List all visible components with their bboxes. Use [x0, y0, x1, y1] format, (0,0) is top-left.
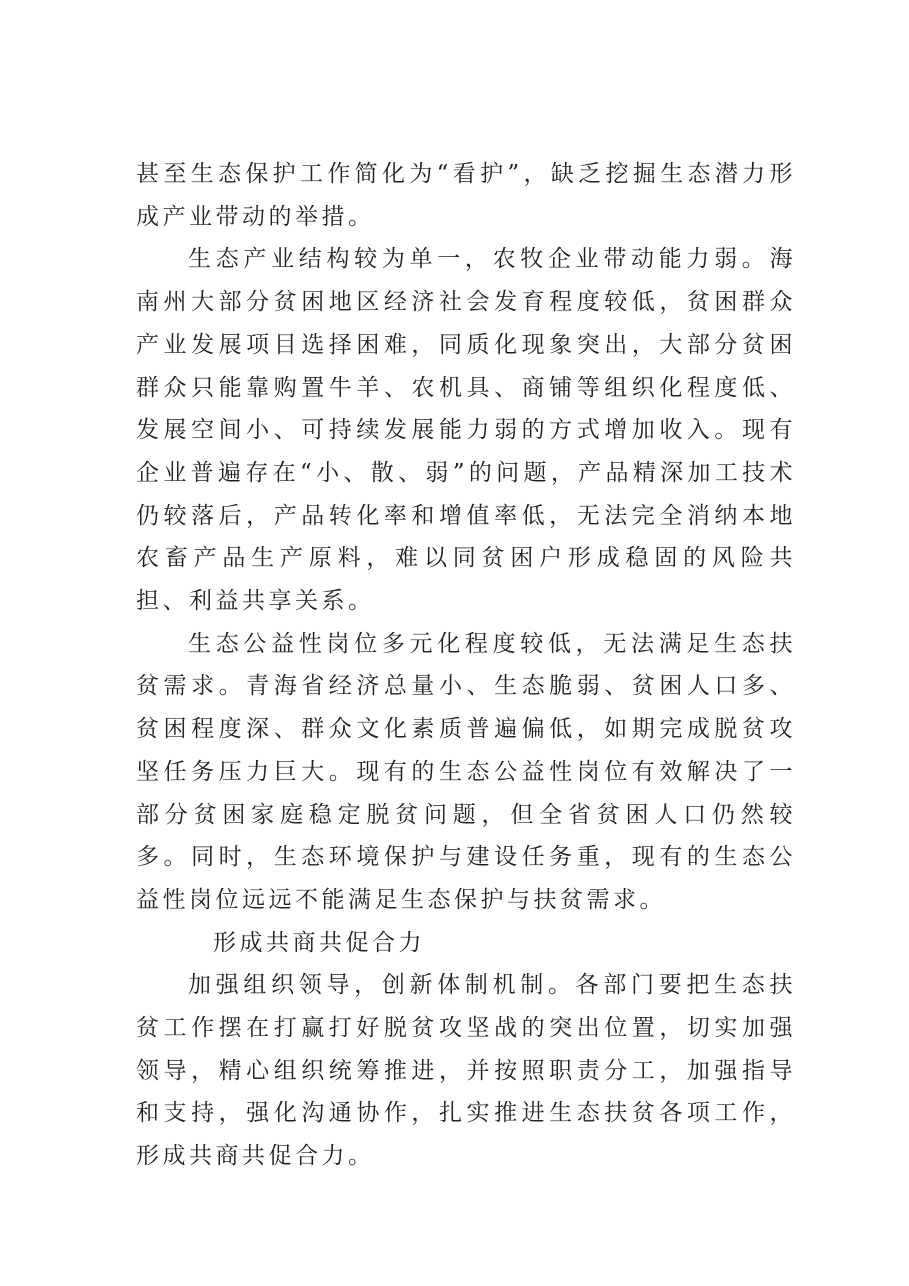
section-heading: 形成共商共促合力 — [213, 929, 425, 956]
paragraph-public-welfare-posts: 生态公益性岗位多元化程度较低，无法满足生态扶贫需求。青海省经济总量小、生态脆弱、贫困人口多、贫困程度深、群众文化素质普遍偏低，如期完成脱贫攻坚任务压力巨大。现有的生态公益性岗位有效解决了一部分贫困家庭稳定脱贫问题，但全省贫困人口仍然较多。同时，生态环境保护与建设任务重，现有的生态公益性岗位远远不能满足生态保护与扶贫需求。 — [136, 630, 796, 913]
document-body — [136, 153, 796, 1178]
paragraph-continuation: 甚至生态保护工作简化为“看护”，缺乏挖掘生态潜力形成产业带动的举措。 — [136, 161, 796, 230]
paragraph-ecological-industry: 生态产业结构较为单一，农牧企业带动能力弱。海南州大部分贫困地区经济社会发育程度较低，贫困群众产业发展项目选择困难，同质化现象突出，大部分贫困群众只能靠购置牛羊、农机具、商铺等组织化程度低、发展空间小、可持续发展能力弱的方式增加收入。现有企业普遍存在“小、散、弱”的问题，产品精深加工技术仍较落后，产品转化率和增值率低，无法完全消纳本地农畜产品生产原料，难以同贫困户形成稳固的风险共担、利益共享关系。 — [136, 246, 796, 615]
paragraph-organization-leadership: 加强组织领导，创新体制机制。各部门要把生态扶贫工作摆在打赢打好脱贫攻坚战的突出位置，切实加强领导，精心组织统筹推进，并按照职责分工，加强指导和支持，强化沟通协作，扎实推进生态扶贫各项工作，形成共商共促合力。 — [136, 972, 796, 1170]
